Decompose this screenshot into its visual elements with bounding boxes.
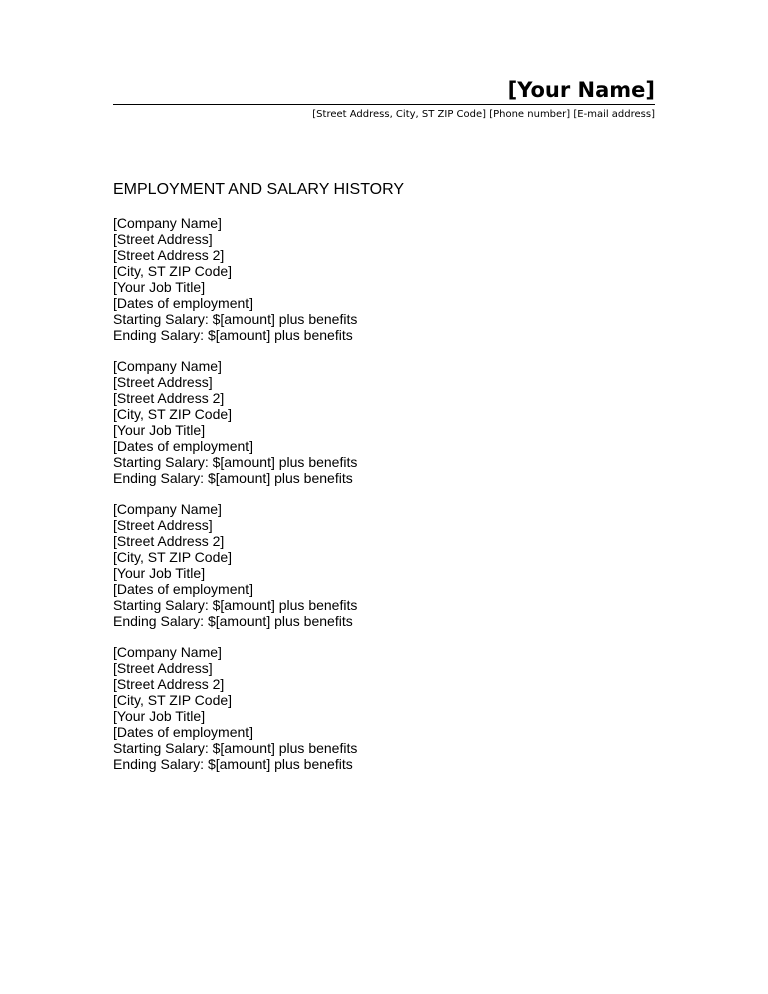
header-divider	[113, 104, 655, 105]
city-state-zip: [City, ST ZIP Code]	[113, 406, 233, 422]
starting-salary: Starting Salary: $[amount] plus benefits	[113, 740, 358, 756]
job-title: [Your Job Title]	[113, 422, 206, 438]
company-name: [Company Name]	[113, 501, 222, 517]
street-address: [Street Address]	[113, 231, 213, 247]
employment-dates: [Dates of employment]	[113, 438, 254, 454]
employment-entry	[113, 644, 357, 772]
street-address: [Street Address]	[113, 517, 213, 533]
street-address-2: [Street Address 2]	[113, 390, 225, 406]
city-state-zip: [City, ST ZIP Code]	[113, 549, 233, 565]
street-address-2: [Street Address 2]	[113, 247, 225, 263]
starting-salary: Starting Salary: $[amount] plus benefits	[113, 454, 358, 470]
employment-dates: [Dates of employment]	[113, 581, 254, 597]
job-title: [Your Job Title]	[113, 279, 206, 295]
street-address-2: [Street Address 2]	[113, 533, 225, 549]
ending-salary: Ending Salary: $[amount] plus benefits	[113, 327, 353, 343]
ending-salary: Ending Salary: $[amount] plus benefits	[113, 470, 353, 486]
employment-entry	[113, 358, 357, 486]
job-title: [Your Job Title]	[113, 565, 206, 581]
section-title: EMPLOYMENT AND SALARY HISTORY	[113, 181, 405, 198]
street-address: [Street Address]	[113, 660, 213, 676]
ending-salary: Ending Salary: $[amount] plus benefits	[113, 613, 353, 629]
starting-salary: Starting Salary: $[amount] plus benefits	[113, 597, 358, 613]
ending-salary: Ending Salary: $[amount] plus benefits	[113, 756, 353, 772]
applicant-name: [Your Name]	[507, 78, 655, 102]
city-state-zip: [City, ST ZIP Code]	[113, 692, 233, 708]
job-title: [Your Job Title]	[113, 708, 206, 724]
starting-salary: Starting Salary: $[amount] plus benefits	[113, 311, 358, 327]
city-state-zip: [City, ST ZIP Code]	[113, 263, 233, 279]
employment-entry	[113, 215, 357, 343]
street-address: [Street Address]	[113, 374, 213, 390]
contact-info: [Street Address, City, ST ZIP Code] [Phone number] [E-mail address]	[312, 109, 655, 120]
employment-entry	[113, 501, 357, 629]
company-name: [Company Name]	[113, 358, 222, 374]
street-address-2: [Street Address 2]	[113, 676, 225, 692]
employment-history	[113, 215, 357, 787]
employment-dates: [Dates of employment]	[113, 295, 254, 311]
employment-dates: [Dates of employment]	[113, 724, 254, 740]
company-name: [Company Name]	[113, 644, 222, 660]
company-name: [Company Name]	[113, 215, 222, 231]
